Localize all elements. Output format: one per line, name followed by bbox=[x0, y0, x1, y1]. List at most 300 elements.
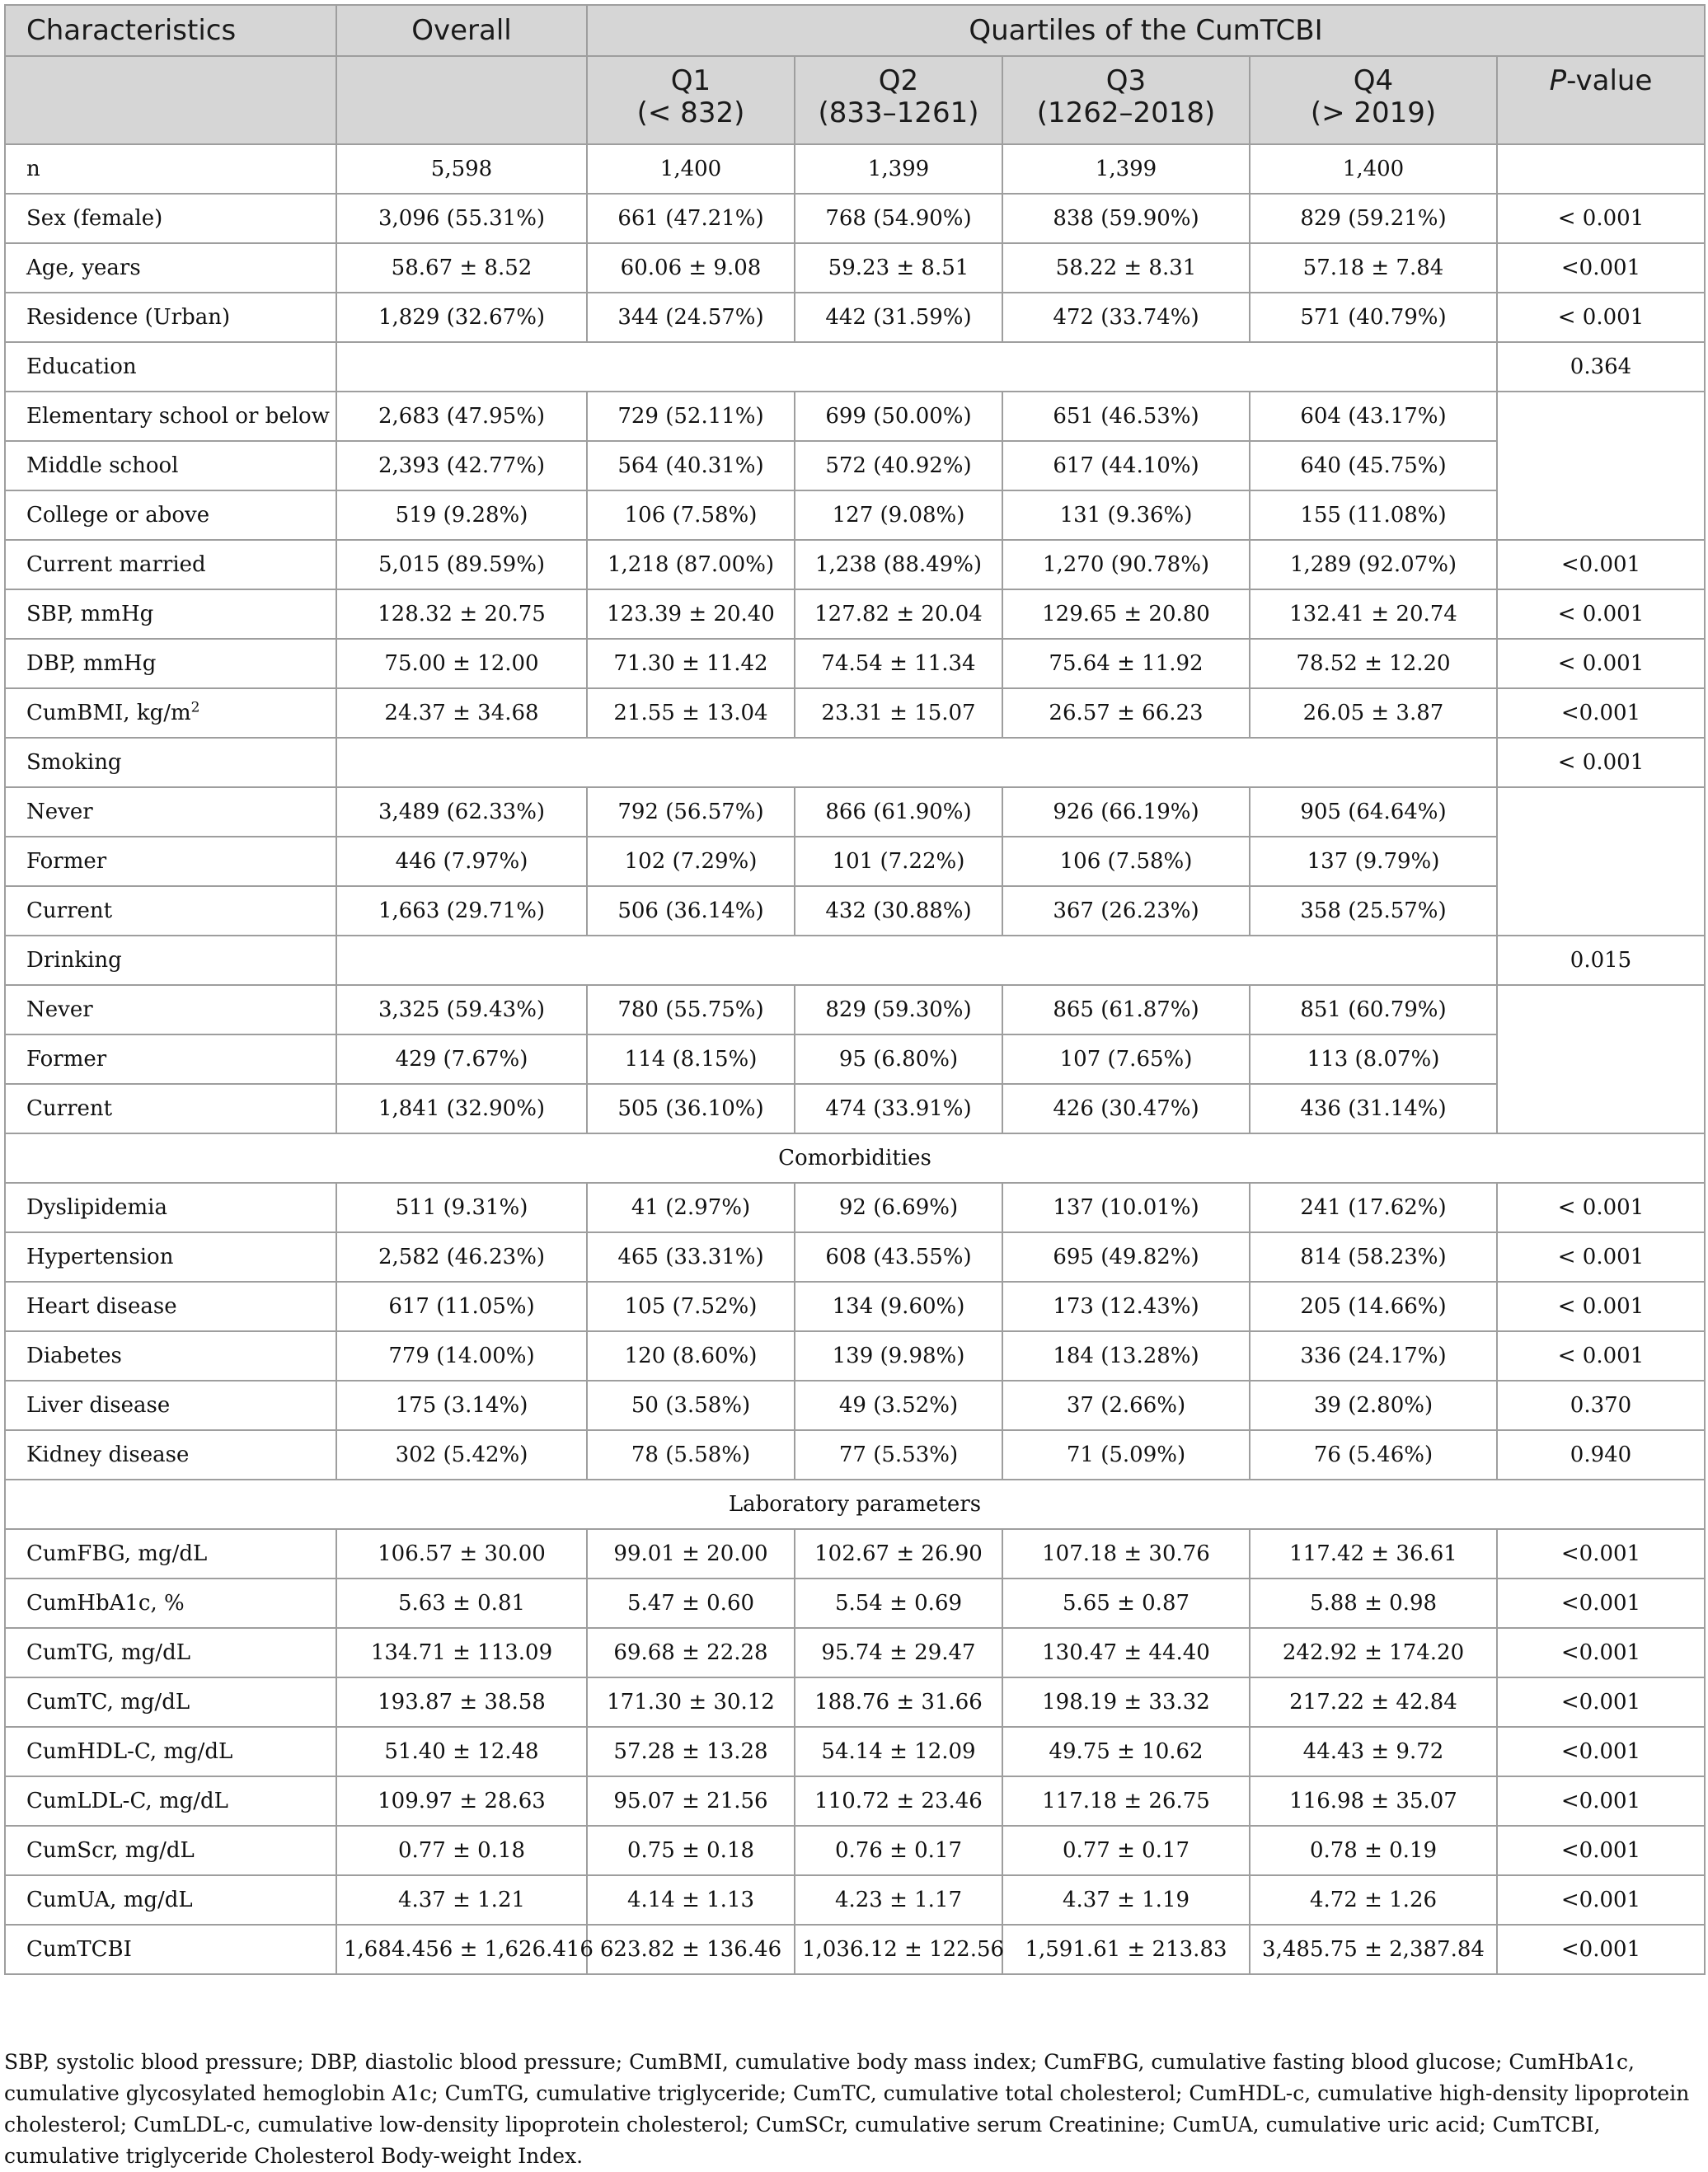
row-label bbox=[5, 1183, 336, 1232]
cell-q4: 829 (59.21%) bbox=[1250, 194, 1497, 243]
cell-p-value: <0.001 bbox=[1497, 1677, 1705, 1727]
cell-q4: 132.41 ± 20.74 bbox=[1250, 589, 1497, 639]
cell-p-value: <0.001 bbox=[1497, 1628, 1705, 1677]
header-characteristics: Characteristics bbox=[5, 5, 336, 56]
table-row bbox=[5, 1430, 1705, 1480]
cell-q2: 74.54 ± 11.34 bbox=[795, 639, 1002, 688]
cell-p-value: 0.370 bbox=[1497, 1381, 1705, 1430]
cell-q4: 1,400 bbox=[1250, 144, 1497, 194]
row-label-text: Sex (female) bbox=[26, 206, 163, 231]
cell-q4: 336 (24.17%) bbox=[1250, 1331, 1497, 1381]
row-label bbox=[5, 1875, 336, 1925]
cell-overall: 3,325 (59.43%) bbox=[336, 985, 587, 1034]
row-label bbox=[5, 1677, 336, 1727]
header-q2-range: (833–1261) bbox=[818, 96, 979, 129]
cell-q3: 173 (12.43%) bbox=[1002, 1282, 1250, 1331]
cell-q1: 71.30 ± 11.42 bbox=[587, 639, 795, 688]
cell-q1: 57.28 ± 13.28 bbox=[587, 1727, 795, 1776]
cell-overall: 5.63 ± 0.81 bbox=[336, 1579, 587, 1628]
table-row bbox=[5, 639, 1705, 688]
cell-q1: 505 (36.10%) bbox=[587, 1084, 795, 1133]
cell-q1: 623.82 ± 136.46 bbox=[587, 1925, 795, 1974]
row-label-text: Residence (Urban) bbox=[26, 305, 231, 330]
table-row bbox=[5, 936, 1705, 985]
cell-q3: 695 (49.82%) bbox=[1002, 1232, 1250, 1282]
cell-overall: 511 (9.31%) bbox=[336, 1183, 587, 1232]
header-q2-name: Q2 bbox=[878, 64, 919, 97]
row-label bbox=[5, 540, 336, 589]
row-label-text: Drinking bbox=[26, 948, 122, 973]
row-label bbox=[5, 589, 336, 639]
header-q1-name: Q1 bbox=[670, 64, 711, 97]
row-label bbox=[5, 1925, 336, 1974]
header-q3-name: Q3 bbox=[1105, 64, 1147, 97]
cell-q2: 1,399 bbox=[795, 144, 1002, 194]
cell-q1: 465 (33.31%) bbox=[587, 1232, 795, 1282]
cell-q1: 564 (40.31%) bbox=[587, 441, 795, 490]
row-label bbox=[5, 293, 336, 342]
cell-p-value: <0.001 bbox=[1497, 688, 1705, 738]
cell-q2: 134 (9.60%) bbox=[795, 1282, 1002, 1331]
cell-q3: 106 (7.58%) bbox=[1002, 837, 1250, 886]
cell-q1: 41 (2.97%) bbox=[587, 1183, 795, 1232]
cell-q4: 117.42 ± 36.61 bbox=[1250, 1529, 1497, 1579]
row-label bbox=[5, 392, 336, 441]
row-label-text: College or above bbox=[26, 503, 210, 528]
row-label-text: CumHbA1c, % bbox=[26, 1591, 185, 1616]
cell-p-value-merged bbox=[1497, 985, 1705, 1133]
table-row bbox=[5, 1282, 1705, 1331]
row-label bbox=[5, 1826, 336, 1875]
cell-q2: 829 (59.30%) bbox=[795, 985, 1002, 1034]
header-empty-cell bbox=[336, 56, 587, 144]
cell-overall: 446 (7.97%) bbox=[336, 837, 587, 886]
cell-overall: 779 (14.00%) bbox=[336, 1331, 587, 1381]
cell-p-value: <0.001 bbox=[1497, 1925, 1705, 1974]
cell-q4: 3,485.75 ± 2,387.84 bbox=[1250, 1925, 1497, 1974]
cell-q3: 617 (44.10%) bbox=[1002, 441, 1250, 490]
table-row bbox=[5, 787, 1705, 837]
cell-q2: 127.82 ± 20.04 bbox=[795, 589, 1002, 639]
cell-p-value: <0.001 bbox=[1497, 1826, 1705, 1875]
row-label bbox=[5, 1034, 336, 1084]
cell-q3: 1,270 (90.78%) bbox=[1002, 540, 1250, 589]
cell-p-value: 0.015 bbox=[1497, 936, 1705, 985]
cell-q3: 75.64 ± 11.92 bbox=[1002, 639, 1250, 688]
cell-q3: 129.65 ± 20.80 bbox=[1002, 589, 1250, 639]
header-q4-range: (> 2019) bbox=[1310, 96, 1437, 129]
cell-q4: 0.78 ± 0.19 bbox=[1250, 1826, 1497, 1875]
cell-overall: 1,663 (29.71%) bbox=[336, 886, 587, 936]
row-label bbox=[5, 342, 336, 392]
cell-q1: 114 (8.15%) bbox=[587, 1034, 795, 1084]
cell-q2: 54.14 ± 12.09 bbox=[795, 1727, 1002, 1776]
cell-q1: 120 (8.60%) bbox=[587, 1331, 795, 1381]
table-row bbox=[5, 1628, 1705, 1677]
cell-p-value bbox=[1497, 144, 1705, 194]
table-row bbox=[5, 342, 1705, 392]
cell-overall: 4.37 ± 1.21 bbox=[336, 1875, 587, 1925]
row-label bbox=[5, 688, 336, 738]
cell-q3: 472 (33.74%) bbox=[1002, 293, 1250, 342]
cell-q3: 184 (13.28%) bbox=[1002, 1331, 1250, 1381]
section-row bbox=[5, 1480, 1705, 1529]
cell-q2: 23.31 ± 15.07 bbox=[795, 688, 1002, 738]
cell-overall: 128.32 ± 20.75 bbox=[336, 589, 587, 639]
cell-overall: 3,096 (55.31%) bbox=[336, 194, 587, 243]
header-overall: Overall bbox=[336, 5, 587, 56]
row-label bbox=[5, 837, 336, 886]
row-label bbox=[5, 738, 336, 787]
table-row bbox=[5, 589, 1705, 639]
cell-q2: 442 (31.59%) bbox=[795, 293, 1002, 342]
header-quartiles-group: Quartiles of the CumTCBI bbox=[587, 5, 1705, 56]
cell-overall: 1,829 (32.67%) bbox=[336, 293, 587, 342]
cell-overall: 2,582 (46.23%) bbox=[336, 1232, 587, 1282]
row-label-text: Elementary school or below bbox=[26, 404, 330, 429]
header-p-rest: -value bbox=[1566, 64, 1653, 97]
cell-q4: 137 (9.79%) bbox=[1250, 837, 1497, 886]
cell-q4: 113 (8.07%) bbox=[1250, 1034, 1497, 1084]
table-row bbox=[5, 985, 1705, 1034]
cell-q2: 5.54 ± 0.69 bbox=[795, 1579, 1002, 1628]
row-label-text: CumScr, mg/dL bbox=[26, 1838, 195, 1863]
cell-q2: 699 (50.00%) bbox=[795, 392, 1002, 441]
row-label bbox=[5, 1232, 336, 1282]
cell-q3: 1,399 bbox=[1002, 144, 1250, 194]
cell-q2: 139 (9.98%) bbox=[795, 1331, 1002, 1381]
cell-q2: 572 (40.92%) bbox=[795, 441, 1002, 490]
cell-q4: 4.72 ± 1.26 bbox=[1250, 1875, 1497, 1925]
cell-q2: 95 (6.80%) bbox=[795, 1034, 1002, 1084]
cell-q4: 39 (2.80%) bbox=[1250, 1381, 1497, 1430]
table-row bbox=[5, 688, 1705, 738]
cell-q3: 426 (30.47%) bbox=[1002, 1084, 1250, 1133]
cell-q1: 95.07 ± 21.56 bbox=[587, 1776, 795, 1826]
row-label bbox=[5, 639, 336, 688]
cell-q1: 1,218 (87.00%) bbox=[587, 540, 795, 589]
row-label-text: Smoking bbox=[26, 750, 122, 775]
cell-q3: 137 (10.01%) bbox=[1002, 1183, 1250, 1232]
header-q3 bbox=[1002, 56, 1250, 144]
row-label-text: Liver disease bbox=[26, 1393, 171, 1418]
baseline-characteristics-table bbox=[4, 4, 1706, 1975]
cell-overall: 1,684.456 ± 1,626.416 bbox=[336, 1925, 587, 1974]
cell-q3: 926 (66.19%) bbox=[1002, 787, 1250, 837]
row-label-text: Current bbox=[26, 898, 113, 923]
table-row bbox=[5, 886, 1705, 936]
row-label bbox=[5, 1331, 336, 1381]
header-q3-range: (1262–2018) bbox=[1036, 96, 1216, 129]
cell-q3: 1,591.61 ± 213.83 bbox=[1002, 1925, 1250, 1974]
cell-q2: 95.74 ± 29.47 bbox=[795, 1628, 1002, 1677]
header-empty-cell bbox=[5, 56, 336, 144]
cell-q4: 57.18 ± 7.84 bbox=[1250, 243, 1497, 293]
row-label-text: Education bbox=[26, 354, 137, 379]
row-label-text: Current married bbox=[26, 552, 206, 577]
table-row bbox=[5, 738, 1705, 787]
cell-p-value: < 0.001 bbox=[1497, 1183, 1705, 1232]
cell-q3: 838 (59.90%) bbox=[1002, 194, 1250, 243]
cell-overall: 3,489 (62.33%) bbox=[336, 787, 587, 837]
row-label bbox=[5, 936, 336, 985]
table-row bbox=[5, 1034, 1705, 1084]
cell-q2: 1,036.12 ± 122.56 bbox=[795, 1925, 1002, 1974]
cell-p-value: <0.001 bbox=[1497, 243, 1705, 293]
cell-q2: 608 (43.55%) bbox=[795, 1232, 1002, 1282]
cell-overall: 302 (5.42%) bbox=[336, 1430, 587, 1480]
cell-q1: 105 (7.52%) bbox=[587, 1282, 795, 1331]
header-q2 bbox=[795, 56, 1002, 144]
cell-q3: 4.37 ± 1.19 bbox=[1002, 1875, 1250, 1925]
cell-q3: 198.19 ± 33.32 bbox=[1002, 1677, 1250, 1727]
row-label bbox=[5, 886, 336, 936]
row-label bbox=[5, 1727, 336, 1776]
cell-q3: 5.65 ± 0.87 bbox=[1002, 1579, 1250, 1628]
category-empty-cell bbox=[336, 342, 1497, 392]
cell-q2: 188.76 ± 31.66 bbox=[795, 1677, 1002, 1727]
table-row bbox=[5, 1529, 1705, 1579]
row-label-text: CumTC, mg/dL bbox=[26, 1690, 190, 1715]
cell-overall: 106.57 ± 30.00 bbox=[336, 1529, 587, 1579]
cell-overall: 193.87 ± 38.58 bbox=[336, 1677, 587, 1727]
cell-q1: 0.75 ± 0.18 bbox=[587, 1826, 795, 1875]
cell-overall: 2,393 (42.77%) bbox=[336, 441, 587, 490]
cell-q4: 44.43 ± 9.72 bbox=[1250, 1727, 1497, 1776]
cell-q4: 116.98 ± 35.07 bbox=[1250, 1776, 1497, 1826]
row-label-text: Never bbox=[26, 800, 93, 824]
row-label bbox=[5, 1430, 336, 1480]
row-label bbox=[5, 985, 336, 1034]
cell-q2: 77 (5.53%) bbox=[795, 1430, 1002, 1480]
cell-q2: 92 (6.69%) bbox=[795, 1183, 1002, 1232]
table-row bbox=[5, 1084, 1705, 1133]
section-row bbox=[5, 1133, 1705, 1183]
cell-p-value: < 0.001 bbox=[1497, 194, 1705, 243]
row-label-text: CumLDL-C, mg/dL bbox=[26, 1789, 228, 1813]
row-label-text: Diabetes bbox=[26, 1344, 122, 1368]
cell-p-value: < 0.001 bbox=[1497, 1331, 1705, 1381]
row-label bbox=[5, 490, 336, 540]
cell-p-value: < 0.001 bbox=[1497, 1232, 1705, 1282]
row-label-text: CumFBG, mg/dL bbox=[26, 1541, 208, 1566]
row-label-text: Middle school bbox=[26, 453, 179, 478]
cell-q4: 814 (58.23%) bbox=[1250, 1232, 1497, 1282]
cell-overall: 617 (11.05%) bbox=[336, 1282, 587, 1331]
row-label-text: Heart disease bbox=[26, 1294, 177, 1319]
table-row bbox=[5, 441, 1705, 490]
cell-p-value: <0.001 bbox=[1497, 1727, 1705, 1776]
table-row bbox=[5, 837, 1705, 886]
table-row bbox=[5, 1677, 1705, 1727]
cell-q1: 78 (5.58%) bbox=[587, 1430, 795, 1480]
cell-q4: 78.52 ± 12.20 bbox=[1250, 639, 1497, 688]
table-footnote: SBP, systolic blood pressure; DBP, diastolic blood pressure; CumBMI, cumulative body mass index; CumFBG, cumulative fasting blood glucose; CumHbA1c, cumulative glycosylated hemoglobin A1c; CumTG, cumulative triglyceride; CumTC, cumulative total cholesterol; CumHDL-c, cumulative high-density lipoprotein cholesterol; CumLDL-c, cumulative low-density lipoprotein cholesterol; CumSCr, cumulative serum Creatinine; CumUA, cumulative uric acid; CumTCBI, cumulative triglyceride Cholesterol Body-weight Index. bbox=[4, 2050, 1690, 2168]
cell-q4: 217.22 ± 42.84 bbox=[1250, 1677, 1497, 1727]
cell-q4: 242.92 ± 174.20 bbox=[1250, 1628, 1497, 1677]
cell-q4: 26.05 ± 3.87 bbox=[1250, 688, 1497, 738]
cell-q1: 344 (24.57%) bbox=[587, 293, 795, 342]
cell-q3: 49.75 ± 10.62 bbox=[1002, 1727, 1250, 1776]
cell-overall: 5,598 bbox=[336, 144, 587, 194]
cell-q1: 69.68 ± 22.28 bbox=[587, 1628, 795, 1677]
row-label bbox=[5, 1381, 336, 1430]
header-q1-range: (< 832) bbox=[636, 96, 745, 129]
cell-q4: 604 (43.17%) bbox=[1250, 392, 1497, 441]
cell-q1: 106 (7.58%) bbox=[587, 490, 795, 540]
cell-p-value-merged bbox=[1497, 787, 1705, 936]
cell-q1: 5.47 ± 0.60 bbox=[587, 1579, 795, 1628]
row-label-superscript: 2 bbox=[190, 699, 200, 716]
cell-q1: 123.39 ± 20.40 bbox=[587, 589, 795, 639]
row-label-text: n bbox=[26, 157, 40, 181]
cell-p-value: < 0.001 bbox=[1497, 1282, 1705, 1331]
cell-overall: 109.97 ± 28.63 bbox=[336, 1776, 587, 1826]
table-body bbox=[5, 144, 1705, 1974]
cell-q1: 792 (56.57%) bbox=[587, 787, 795, 837]
row-label-text: CumBMI, kg/m bbox=[26, 701, 191, 725]
table-row bbox=[5, 1381, 1705, 1430]
row-label-text: CumHDL-C, mg/dL bbox=[26, 1739, 233, 1764]
cell-overall: 429 (7.67%) bbox=[336, 1034, 587, 1084]
cell-q1: 21.55 ± 13.04 bbox=[587, 688, 795, 738]
row-label bbox=[5, 787, 336, 837]
cell-overall: 0.77 ± 0.18 bbox=[336, 1826, 587, 1875]
cell-q2: 768 (54.90%) bbox=[795, 194, 1002, 243]
cell-q1: 4.14 ± 1.13 bbox=[587, 1875, 795, 1925]
row-label-text: Kidney disease bbox=[26, 1443, 190, 1467]
table-row bbox=[5, 1232, 1705, 1282]
cell-q4: 905 (64.64%) bbox=[1250, 787, 1497, 837]
cell-overall: 58.67 ± 8.52 bbox=[336, 243, 587, 293]
row-label bbox=[5, 441, 336, 490]
header-row-2 bbox=[5, 56, 1705, 144]
cell-overall: 2,683 (47.95%) bbox=[336, 392, 587, 441]
row-label-text: Age, years bbox=[26, 256, 141, 280]
header-row-1 bbox=[5, 5, 1705, 56]
cell-q2: 59.23 ± 8.51 bbox=[795, 243, 1002, 293]
table-wrapper bbox=[4, 4, 1704, 1975]
cell-q4: 205 (14.66%) bbox=[1250, 1282, 1497, 1331]
row-label-text: DBP, mmHg bbox=[26, 651, 157, 676]
cell-overall: 519 (9.28%) bbox=[336, 490, 587, 540]
row-label-text: Former bbox=[26, 849, 107, 874]
cell-q3: 131 (9.36%) bbox=[1002, 490, 1250, 540]
cell-q1: 102 (7.29%) bbox=[587, 837, 795, 886]
cell-q4: 851 (60.79%) bbox=[1250, 985, 1497, 1034]
table-row bbox=[5, 1826, 1705, 1875]
cell-q4: 571 (40.79%) bbox=[1250, 293, 1497, 342]
cell-p-value: < 0.001 bbox=[1497, 639, 1705, 688]
table-row bbox=[5, 1776, 1705, 1826]
row-label-text: CumTG, mg/dL bbox=[26, 1640, 190, 1665]
cell-q3: 117.18 ± 26.75 bbox=[1002, 1776, 1250, 1826]
cell-q3: 367 (26.23%) bbox=[1002, 886, 1250, 936]
cell-p-value: < 0.001 bbox=[1497, 293, 1705, 342]
cell-p-value: 0.940 bbox=[1497, 1430, 1705, 1480]
cell-q2: 4.23 ± 1.17 bbox=[795, 1875, 1002, 1925]
cell-q2: 474 (33.91%) bbox=[795, 1084, 1002, 1133]
row-label-text: SBP, mmHg bbox=[26, 602, 154, 626]
cell-overall: 5,015 (89.59%) bbox=[336, 540, 587, 589]
row-label bbox=[5, 1529, 336, 1579]
cell-q4: 155 (11.08%) bbox=[1250, 490, 1497, 540]
row-label bbox=[5, 1579, 336, 1628]
cell-q4: 358 (25.57%) bbox=[1250, 886, 1497, 936]
header-q4-name: Q4 bbox=[1353, 64, 1394, 97]
cell-p-value: <0.001 bbox=[1497, 1579, 1705, 1628]
cell-q3: 37 (2.66%) bbox=[1002, 1381, 1250, 1430]
cell-q2: 1,238 (88.49%) bbox=[795, 540, 1002, 589]
cell-q1: 171.30 ± 30.12 bbox=[587, 1677, 795, 1727]
cell-q1: 506 (36.14%) bbox=[587, 886, 795, 936]
cell-q3: 107.18 ± 30.76 bbox=[1002, 1529, 1250, 1579]
cell-q2: 0.76 ± 0.17 bbox=[795, 1826, 1002, 1875]
cell-overall: 175 (3.14%) bbox=[336, 1381, 587, 1430]
cell-p-value: <0.001 bbox=[1497, 1776, 1705, 1826]
cell-p-value: <0.001 bbox=[1497, 1875, 1705, 1925]
cell-q1: 99.01 ± 20.00 bbox=[587, 1529, 795, 1579]
cell-q2: 102.67 ± 26.90 bbox=[795, 1529, 1002, 1579]
row-label-text: Former bbox=[26, 1047, 107, 1072]
row-label-text: CumTCBI bbox=[26, 1937, 132, 1962]
cell-q2: 432 (30.88%) bbox=[795, 886, 1002, 936]
cell-p-value-merged bbox=[1497, 392, 1705, 540]
table-row bbox=[5, 1727, 1705, 1776]
cell-p-value: <0.001 bbox=[1497, 1529, 1705, 1579]
cell-q4: 5.88 ± 0.98 bbox=[1250, 1579, 1497, 1628]
table-row bbox=[5, 1331, 1705, 1381]
table-row bbox=[5, 1183, 1705, 1232]
cell-q4: 436 (31.14%) bbox=[1250, 1084, 1497, 1133]
cell-q2: 101 (7.22%) bbox=[795, 837, 1002, 886]
cell-q1: 60.06 ± 9.08 bbox=[587, 243, 795, 293]
header-q1 bbox=[587, 56, 795, 144]
table-row bbox=[5, 392, 1705, 441]
table-row bbox=[5, 490, 1705, 540]
table-row bbox=[5, 1875, 1705, 1925]
row-label bbox=[5, 1776, 336, 1826]
cell-overall: 24.37 ± 34.68 bbox=[336, 688, 587, 738]
cell-p-value: <0.001 bbox=[1497, 540, 1705, 589]
cell-q3: 130.47 ± 44.40 bbox=[1002, 1628, 1250, 1677]
cell-q3: 651 (46.53%) bbox=[1002, 392, 1250, 441]
cell-overall: 75.00 ± 12.00 bbox=[336, 639, 587, 688]
cell-p-value: 0.364 bbox=[1497, 342, 1705, 392]
table-row bbox=[5, 293, 1705, 342]
cell-q3: 58.22 ± 8.31 bbox=[1002, 243, 1250, 293]
cell-q2: 49 (3.52%) bbox=[795, 1381, 1002, 1430]
table-row bbox=[5, 1579, 1705, 1628]
header-p-value bbox=[1497, 56, 1705, 144]
row-label bbox=[5, 194, 336, 243]
cell-q1: 661 (47.21%) bbox=[587, 194, 795, 243]
cell-q1: 50 (3.58%) bbox=[587, 1381, 795, 1430]
row-label-text: CumUA, mg/dL bbox=[26, 1888, 193, 1912]
cell-p-value: < 0.001 bbox=[1497, 738, 1705, 787]
cell-overall: 134.71 ± 113.09 bbox=[336, 1628, 587, 1677]
cell-q1: 729 (52.11%) bbox=[587, 392, 795, 441]
row-label-text: Never bbox=[26, 997, 93, 1022]
header-q4 bbox=[1250, 56, 1497, 144]
table-row bbox=[5, 1925, 1705, 1974]
section-heading: Comorbidities bbox=[5, 1133, 1705, 1183]
cell-q2: 127 (9.08%) bbox=[795, 490, 1002, 540]
row-label bbox=[5, 1084, 336, 1133]
cell-q3: 107 (7.65%) bbox=[1002, 1034, 1250, 1084]
cell-q4: 76 (5.46%) bbox=[1250, 1430, 1497, 1480]
cell-q4: 241 (17.62%) bbox=[1250, 1183, 1497, 1232]
